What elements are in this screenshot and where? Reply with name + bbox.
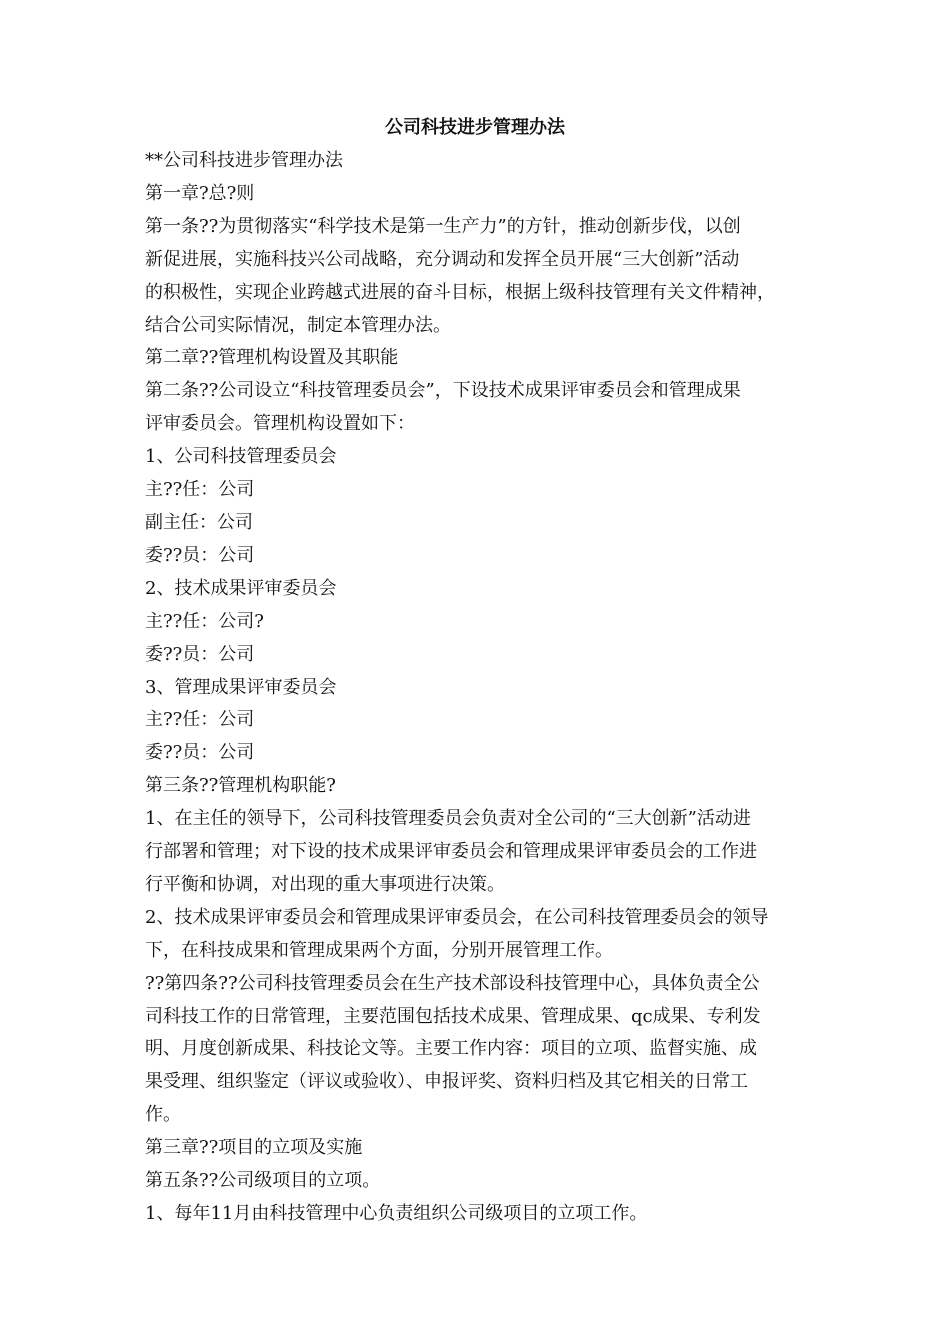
text-line: 委??员：公司 xyxy=(145,544,255,566)
text-line: 副主任：公司 xyxy=(145,511,253,533)
document-body xyxy=(145,145,810,1231)
text-line: 第二条??公司设立“科技管理委员会”，下设技术成果评审委员会和管理成果 xyxy=(145,380,741,402)
text-line: 委??员：公司 xyxy=(145,643,255,665)
paragraph xyxy=(145,672,810,705)
paragraph xyxy=(145,507,810,540)
text-line: 2、技术成果评审委员会 xyxy=(145,577,337,599)
text-line: ??第四条??公司科技管理委员会在生产技术部设科技管理中心，具体负责全公 xyxy=(145,972,760,994)
text-line: 第三章??项目的立项及实施 xyxy=(145,1137,363,1159)
paragraph xyxy=(145,375,810,441)
document-title: 公司科技进步管理办法 xyxy=(385,117,565,138)
paragraph xyxy=(145,540,810,573)
text-line: 行部署和管理；对下设的技术成果评审委员会和管理成果评审委员会的工作进 xyxy=(145,841,757,863)
text-line: 第三条??管理机构职能? xyxy=(145,775,336,797)
text-line: 第五条??公司级项目的立项。 xyxy=(145,1170,381,1192)
paragraph xyxy=(145,1132,810,1165)
text-line: 主??任：公司 xyxy=(145,479,255,501)
paragraph xyxy=(145,968,810,1133)
text-line: 评审委员会。管理机构设置如下： xyxy=(145,413,415,435)
text-line: 1、在主任的领导下，公司科技管理委员会负责对全公司的“三大创新”活动进 xyxy=(145,808,751,830)
paragraph xyxy=(145,342,810,375)
text-line: 第一条??为贯彻落实“科学技术是第一生产力”的方针，推动创新步伐，以创 xyxy=(145,215,741,237)
paragraph xyxy=(145,737,810,770)
text-line: 作。 xyxy=(145,1104,181,1126)
paragraph xyxy=(145,145,810,178)
text-line: 2、技术成果评审委员会和管理成果评审委员会，在公司科技管理委员会的领导 xyxy=(145,906,769,928)
text-line: 第二章??管理机构设置及其职能 xyxy=(145,347,399,369)
text-line: 新促进展，实施科技兴公司战略，充分调动和发挥全员开展“三大创新”活动 xyxy=(145,248,740,270)
text-line: 第一章?总?则 xyxy=(145,182,255,204)
text-line: 主??任：公司? xyxy=(145,610,264,632)
paragraph xyxy=(145,639,810,672)
paragraph xyxy=(145,902,810,968)
text-line: 行平衡和协调，对出现的重大事项进行决策。 xyxy=(145,873,505,895)
text-line: 果受理、组织鉴定（评议或验收）、申报评奖、资料归档及其它相关的日常工 xyxy=(145,1071,748,1093)
text-line: 委??员：公司 xyxy=(145,742,255,764)
paragraph xyxy=(145,1165,810,1198)
paragraph xyxy=(145,211,810,343)
text-line: 下，在科技成果和管理成果两个方面，分别开展管理工作。 xyxy=(145,939,613,961)
text-line: 1、每年11月由科技管理中心负责组织公司级项目的立项工作。 xyxy=(145,1203,648,1224)
text-line: 3、管理成果评审委员会 xyxy=(145,676,337,698)
paragraph xyxy=(145,606,810,639)
text-line: 明、月度创新成果、科技论文等。主要工作内容：项目的立项、监督实施、成 xyxy=(145,1038,757,1060)
paragraph xyxy=(145,704,810,737)
paragraph xyxy=(145,573,810,606)
text-line: 结合公司实际情况，制定本管理办法。 xyxy=(145,314,451,336)
paragraph xyxy=(145,474,810,507)
paragraph xyxy=(145,441,810,474)
text-line: 1、公司科技管理委员会 xyxy=(145,446,337,468)
paragraph xyxy=(145,1198,810,1231)
text-line: **公司科技进步管理办法 xyxy=(145,150,343,171)
text-line: 的积极性，实现企业跨越式进展的奋斗目标，根据上级科技管理有关文件精神， xyxy=(145,281,775,303)
paragraph xyxy=(145,770,810,803)
paragraph xyxy=(145,178,810,211)
paragraph xyxy=(145,803,810,902)
text-line: 司科技工作的日常管理，主要范围包括技术成果、管理成果、qc成果、专利发 xyxy=(145,1005,761,1027)
text-line: 主??任：公司 xyxy=(145,709,255,731)
